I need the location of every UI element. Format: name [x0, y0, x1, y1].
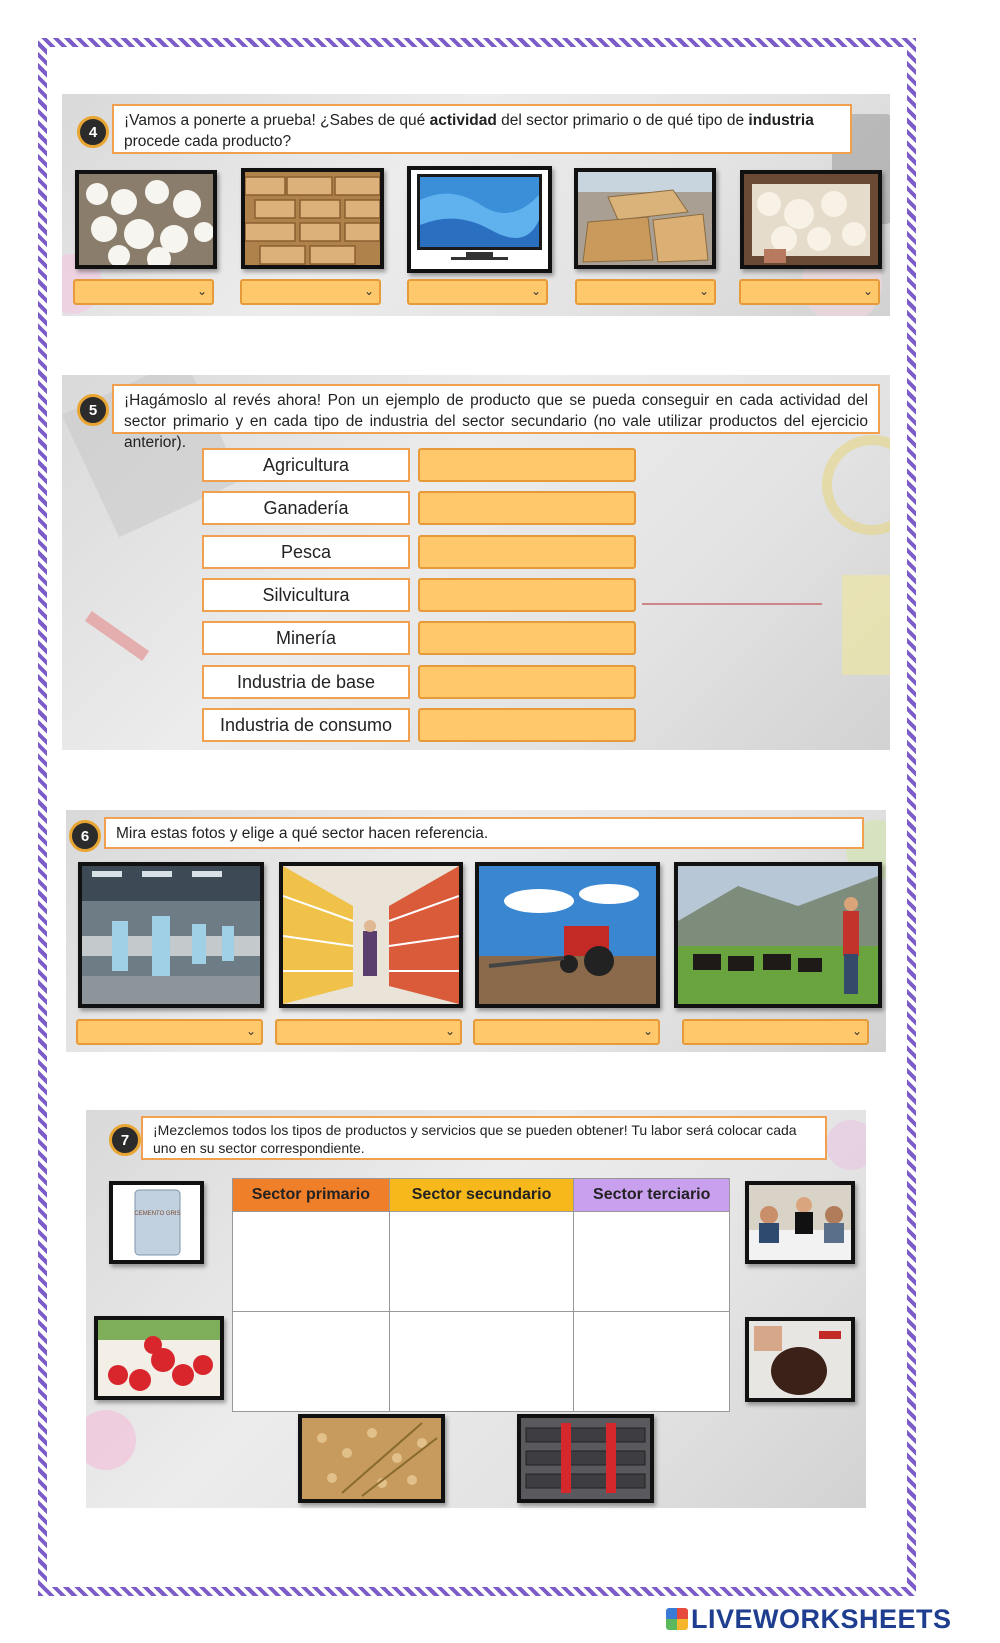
- cement-bag-draggable[interactable]: [109, 1181, 204, 1264]
- drop-zone-secundario-2[interactable]: [389, 1312, 574, 1412]
- q6-number-badge: 6: [69, 820, 101, 852]
- drop-zone-terciario-1[interactable]: [574, 1212, 730, 1312]
- q5-instruction: ¡Hagámoslo al revés ahora! Pon un ejemplo de producto que se pueda conseguir en cada actividad del sector primario y en cada tipo de industria del sector secundario (no vale utilizar productos del ejercicio anterior).: [112, 384, 880, 434]
- header-sector-primario: Sector primario: [233, 1179, 390, 1212]
- drop-zone-primario-2[interactable]: [233, 1312, 390, 1412]
- logo-icon: [666, 1608, 688, 1630]
- wool-image: [740, 170, 882, 269]
- q4-answer-dropdown-3[interactable]: [407, 279, 548, 305]
- row-label-ganaderia: Ganadería: [202, 491, 410, 525]
- supermarket-image: [279, 862, 463, 1008]
- q4-number-badge: 4: [77, 116, 109, 148]
- drop-zone-terciario-2[interactable]: [574, 1312, 730, 1412]
- row-label-pesca: Pesca: [202, 535, 410, 569]
- q4-answer-dropdown-1[interactable]: [73, 279, 214, 305]
- stone-blocks-image: [574, 168, 716, 269]
- input-industria-base[interactable]: [418, 665, 636, 699]
- liveworksheets-logo: LIVEWORKSHEETS: [666, 1604, 952, 1635]
- header-sector-secundario: Sector secundario: [389, 1179, 574, 1212]
- input-agricultura[interactable]: [418, 448, 636, 482]
- chevron-down-icon: ⌄: [698, 284, 709, 298]
- q4-answer-dropdown-2[interactable]: [240, 279, 381, 305]
- q6-answer-dropdown-4[interactable]: [682, 1019, 869, 1045]
- cement-bag-text: CEMENTO GRIS: [134, 1211, 181, 1217]
- chevron-down-icon: ⌄: [444, 1024, 455, 1038]
- television-image: [407, 166, 552, 273]
- row-label-silvicultura: Silvicultura: [202, 578, 410, 612]
- input-ganaderia[interactable]: [418, 491, 636, 525]
- row-label-industria-base: Industria de base: [202, 665, 410, 699]
- row-label-mineria: Minería: [202, 621, 410, 655]
- chevron-down-icon: ⌄: [363, 284, 374, 298]
- q5-number-badge: 5: [77, 394, 109, 426]
- drop-zone-secundario-1[interactable]: [389, 1212, 574, 1312]
- q4-instruction: ¡Vamos a ponerte a prueba! ¿Sabes de qué actividad del sector primario o de qué tipo de industria procede cada producto?: [112, 104, 852, 154]
- sector-sorting-table: [232, 1178, 730, 1412]
- wood-planks-image: [241, 168, 384, 269]
- row-label-agricultura: Agricultura: [202, 448, 410, 482]
- input-silvicultura[interactable]: [418, 578, 636, 612]
- chevron-down-icon: ⌄: [530, 284, 541, 298]
- q6-answer-dropdown-1[interactable]: [76, 1019, 263, 1045]
- strawberries-draggable[interactable]: [94, 1316, 224, 1400]
- row-label-industria-consumo: Industria de consumo: [202, 708, 410, 742]
- q7-instruction: ¡Mezclemos todos los tipos de productos y servicios que se pueden obtener! Tu labor será colocar cada uno en su sector correspondiente.: [141, 1116, 827, 1160]
- tractor-image: [475, 862, 660, 1008]
- chevron-down-icon: ⌄: [196, 284, 207, 298]
- header-sector-terciario: Sector terciario: [574, 1179, 730, 1212]
- restaurant-draggable[interactable]: [745, 1181, 855, 1264]
- input-industria-consumo[interactable]: [418, 708, 636, 742]
- q4-answer-dropdown-5[interactable]: [739, 279, 880, 305]
- factory-image: [78, 862, 264, 1008]
- input-pesca[interactable]: [418, 535, 636, 569]
- cattle-farmer-image: [674, 862, 882, 1008]
- drop-zone-primario-1[interactable]: [233, 1212, 390, 1312]
- q7-number-badge: 7: [109, 1124, 141, 1156]
- input-mineria[interactable]: [418, 621, 636, 655]
- q6-answer-dropdown-3[interactable]: [473, 1019, 660, 1045]
- steel-beams-draggable[interactable]: [517, 1414, 654, 1503]
- chevron-down-icon: ⌄: [862, 284, 873, 298]
- q6-answer-dropdown-2[interactable]: [275, 1019, 462, 1045]
- hairdresser-draggable[interactable]: [745, 1317, 855, 1402]
- q6-instruction: Mira estas fotos y elige a qué sector hacen referencia.: [104, 817, 864, 849]
- chevron-down-icon: ⌄: [642, 1024, 653, 1038]
- chevron-down-icon: ⌄: [851, 1024, 862, 1038]
- cotton-image: [75, 170, 217, 269]
- q4-answer-dropdown-4[interactable]: [575, 279, 716, 305]
- wheat-draggable[interactable]: [298, 1414, 445, 1503]
- chevron-down-icon: ⌄: [245, 1024, 256, 1038]
